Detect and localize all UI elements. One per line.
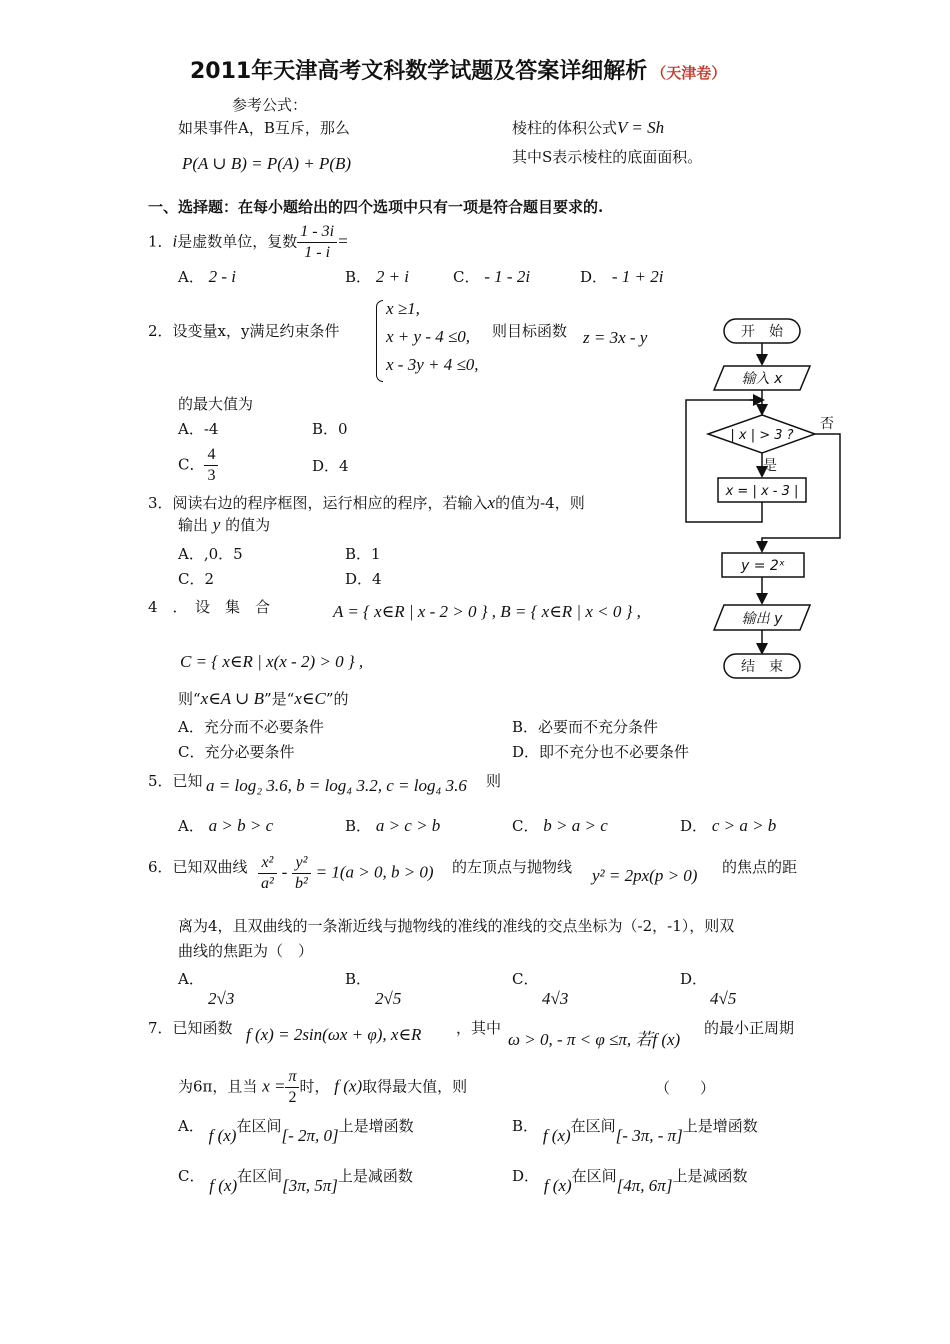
- q2-option-b: B．0: [312, 420, 348, 438]
- opt-interval: [- 2π, 0]: [281, 1126, 339, 1145]
- opt-f: f (x): [542, 1126, 571, 1145]
- opt-value: 2 + i: [375, 267, 410, 286]
- opt-value: 4√5: [710, 989, 737, 1008]
- opt-label: A．: [178, 970, 204, 988]
- q1-option-c: [453, 266, 530, 287]
- opt-t: 上是增函数: [682, 1117, 758, 1135]
- opt-value: a > c > b: [375, 816, 441, 835]
- q1-eq: =: [337, 231, 349, 251]
- q2-constraint-1: x ≥1,: [386, 299, 420, 318]
- q2-brace: [376, 300, 383, 382]
- q6-frac-y: $\frac{\text{y²}}{\text{b²}}$: [292, 853, 311, 894]
- q2-objective: z = 3x - y: [583, 328, 648, 347]
- q7-option-d: [512, 1165, 748, 1195]
- flow-input-label: 输入 x: [741, 371, 783, 387]
- ref-left-1: 如果事件A，B互斥，那么: [178, 119, 350, 137]
- q3-var-y: y: [212, 515, 221, 534]
- opt-w: 在区间: [237, 1167, 283, 1185]
- q4-sets-ab: A = { x∈R | x - 2 > 0 } , B = { x∈R | x < 0 } ,: [333, 602, 641, 621]
- q6-line-2: 离为4，且双曲线的一条渐近线与抛物线的准线的准线的交点坐标为（-2，-1），则双: [178, 917, 735, 935]
- q3-var-x: x: [487, 493, 496, 512]
- opt-w: 在区间: [571, 1167, 617, 1185]
- q4-option-a: A．充分而不必要条件: [178, 718, 324, 736]
- q5-option-d: [680, 815, 776, 836]
- page-title: [190, 54, 726, 85]
- opt-label: B．: [345, 970, 372, 988]
- ref-right-1-formula: V = Sh: [617, 118, 665, 137]
- q7-paren: （ ）: [655, 1079, 716, 1097]
- q7-function: f (x) = 2sin(ωx + φ), x∈R: [246, 1025, 422, 1044]
- q4-cond-c: x∈C: [294, 689, 326, 708]
- q2-c-fraction: [204, 445, 218, 486]
- flow-assign-label: x = | x - 3 |: [725, 484, 799, 499]
- q3-line-1: [148, 492, 585, 513]
- q7-text: 为6π，且当: [178, 1077, 258, 1096]
- q7-tail: 的最小正周期: [704, 1019, 795, 1037]
- q3-text: 3．阅读右边的程序框图，运行相应的程序，若输入: [148, 494, 488, 512]
- q4-text: ”是“: [264, 690, 295, 708]
- opt-label: D．: [512, 1167, 540, 1185]
- q1-var: i: [172, 231, 178, 251]
- q2-stem: 2．设变量x，y满足约束条件: [148, 322, 340, 340]
- opt-t: 上是减函数: [337, 1167, 413, 1185]
- q4-option-b: B．必要而不充分条件: [512, 718, 659, 736]
- q4-condition: [178, 688, 349, 709]
- opt-label: C．: [178, 1167, 205, 1185]
- q3-text: 输出: [178, 516, 209, 534]
- q3-option-b: B．1: [345, 545, 381, 563]
- q5-option-a: [178, 815, 273, 836]
- ref-right-1: [512, 117, 664, 138]
- q4-text: 则“: [178, 690, 201, 708]
- opt-value: b > a > c: [543, 816, 608, 835]
- q1-den: 1 - i: [304, 244, 331, 261]
- opt-value: a > b > c: [208, 816, 274, 835]
- flowchart: [670, 300, 860, 690]
- opt-label: B．: [345, 817, 372, 835]
- flow-decision-label: | x | > 3 ?: [730, 428, 794, 443]
- q3-option-d: D．4: [345, 570, 382, 588]
- q3-option-a: A．,0．5: [178, 545, 243, 563]
- q6-hyperbola: $\frac{\text{x²}}{\text{a²}}$ - $\frac{\text{y²}}{\text{b²}}$ = 1(a > 0, b > 0): [258, 853, 434, 894]
- ref-heading: 参考公式：: [232, 96, 308, 114]
- q3-text-b: 的值为: [225, 516, 271, 534]
- opt-label: C．: [512, 970, 539, 988]
- opt-label: C．: [178, 455, 205, 474]
- opt-value: 2√3: [208, 989, 235, 1008]
- q4-option-d: D．即不充分也不必要条件: [512, 743, 690, 761]
- flow-calc-label: y = 2ˣ: [740, 558, 786, 574]
- ref-right-1-text: 棱柱的体积公式: [512, 119, 618, 137]
- q7-pi-over-2: [285, 1067, 299, 1108]
- opt-label: C．: [453, 268, 480, 286]
- q4-text: ”的: [325, 690, 349, 708]
- question-1: [148, 222, 349, 263]
- q3-line-2: [178, 514, 270, 535]
- q1-option-b: [345, 266, 409, 287]
- q6-frac-x: $\frac{\text{x²}}{\text{a²}}$: [258, 853, 277, 894]
- ref-right-2: 其中S表示棱柱的底面面积。: [512, 148, 703, 166]
- flow-end-label: 结 束: [741, 659, 783, 675]
- opt-t: 上是增函数: [338, 1117, 414, 1135]
- q5-option-b: [345, 815, 440, 836]
- q4-stem: 4 ． 设 集 合: [148, 598, 271, 616]
- opt-interval: [3π, 5π]: [282, 1176, 338, 1195]
- opt-f: f (x): [543, 1176, 572, 1195]
- q6-option-d: [680, 968, 736, 1009]
- q4-cond-a: x∈A ∪ B: [200, 689, 265, 708]
- frac-den: 3: [207, 467, 216, 484]
- opt-value: 2 - i: [208, 267, 237, 286]
- q2-option-c: [178, 445, 218, 486]
- q2-mid: 则目标函数: [492, 322, 568, 340]
- q6-stem: 6．已知双曲线: [148, 858, 248, 876]
- q6-option-b: [345, 968, 401, 1009]
- q1-option-a: [178, 266, 236, 287]
- frac-num: π: [285, 1067, 299, 1088]
- q7-line-2: [178, 1067, 467, 1108]
- flow-start-label: 开 始: [741, 324, 783, 340]
- q6-line-3: 曲线的焦距为（ ）: [178, 942, 314, 960]
- q1-fraction: [297, 222, 337, 263]
- q2-constraint-3: x - 3y + 4 ≤0,: [386, 355, 479, 374]
- opt-f: f (x): [209, 1176, 238, 1195]
- opt-t: 上是减函数: [672, 1167, 748, 1185]
- q4-option-c: C．充分必要条件: [178, 743, 295, 761]
- q5-stem: 5．已知: [148, 772, 203, 790]
- opt-f: f (x): [208, 1126, 237, 1145]
- opt-w: 在区间: [236, 1117, 282, 1135]
- q1-option-d: [580, 266, 663, 287]
- q6-parabola: y² = 2px(p > 0): [592, 866, 698, 885]
- q3-option-c: C．2: [178, 570, 215, 588]
- q7-text: 取得最大值，则: [362, 1077, 468, 1096]
- flow-yes-label: 是: [763, 458, 777, 474]
- q6-option-a: [178, 968, 234, 1009]
- q5-expr: a = log₂ 3.6, b = log₄ 3.2, c = log₄ 3.6: [206, 776, 467, 795]
- opt-label: C．: [512, 817, 539, 835]
- opt-label: A．: [178, 268, 204, 286]
- q6-option-c: [512, 968, 568, 1009]
- opt-label: A．: [178, 1117, 204, 1135]
- q1-num: 1 - 3i: [297, 222, 337, 243]
- q6-mid: 的左顶点与抛物线: [452, 858, 573, 876]
- q4-set-c: C = { x∈R | x(x - 2) > 0 } ,: [180, 652, 364, 671]
- opt-label: B．: [345, 268, 372, 286]
- q3-text-b: 的值为-4，则: [495, 494, 585, 512]
- q7-fx: f (x): [334, 1076, 363, 1096]
- opt-interval: [4π, 6π]: [616, 1176, 673, 1195]
- q7-option-c: [178, 1165, 413, 1195]
- opt-label: B．: [512, 1117, 539, 1135]
- opt-label: D．: [580, 268, 608, 286]
- title-sub: （天津卷）: [651, 64, 727, 82]
- opt-value: 4√3: [542, 989, 569, 1008]
- q7-option-b: [512, 1115, 758, 1145]
- q1-text: 是虚数单位，复数: [177, 232, 298, 251]
- opt-interval: [- 3π, - π]: [615, 1126, 683, 1145]
- opt-value: - 1 + 2i: [611, 267, 664, 286]
- opt-value: - 1 - 2i: [484, 267, 531, 286]
- q1-number: 1．: [148, 232, 173, 251]
- q7-text: 时，: [299, 1077, 330, 1096]
- title-main: 2011年天津高考文科数学试题及答案详细解析: [190, 59, 648, 84]
- q2-option-a: A．-4: [178, 420, 219, 438]
- q5-option-c: [512, 815, 608, 836]
- ref-left-2: P(A ∪ B) = P(A) + P(B): [182, 154, 352, 173]
- opt-label: A．: [178, 817, 204, 835]
- q2-tail: 的最大值为: [178, 395, 254, 413]
- q7-cond: ω > 0, - π < φ ≤π, 若f (x): [508, 1030, 681, 1049]
- frac-num: 4: [204, 445, 218, 466]
- q7-stem: 7．已知函数: [148, 1019, 233, 1037]
- opt-value: c > a > b: [711, 816, 777, 835]
- q6-tail: 的焦点的距: [722, 858, 798, 876]
- opt-label: D．: [680, 817, 708, 835]
- q7-option-a: [178, 1115, 414, 1145]
- opt-value: 2√5: [375, 989, 402, 1008]
- q7-mid: ，其中: [456, 1019, 502, 1037]
- section-heading: 一、选择题：在每小题给出的四个选项中只有一项是符合题目要求的.: [148, 198, 604, 216]
- opt-w: 在区间: [570, 1117, 616, 1135]
- flow-output-label: 输出 y: [741, 611, 783, 627]
- flow-no-label: 否: [820, 416, 834, 432]
- q2-option-d: D．4: [312, 457, 349, 475]
- frac-den: 2: [288, 1089, 297, 1106]
- q7-x: x =: [262, 1076, 286, 1096]
- q5-tail: 则: [486, 772, 502, 790]
- opt-label: D．: [680, 970, 708, 988]
- q2-constraint-2: x + y - 4 ≤0,: [386, 327, 471, 346]
- q6-hyp-rest: = 1(a > 0, b > 0): [315, 862, 434, 882]
